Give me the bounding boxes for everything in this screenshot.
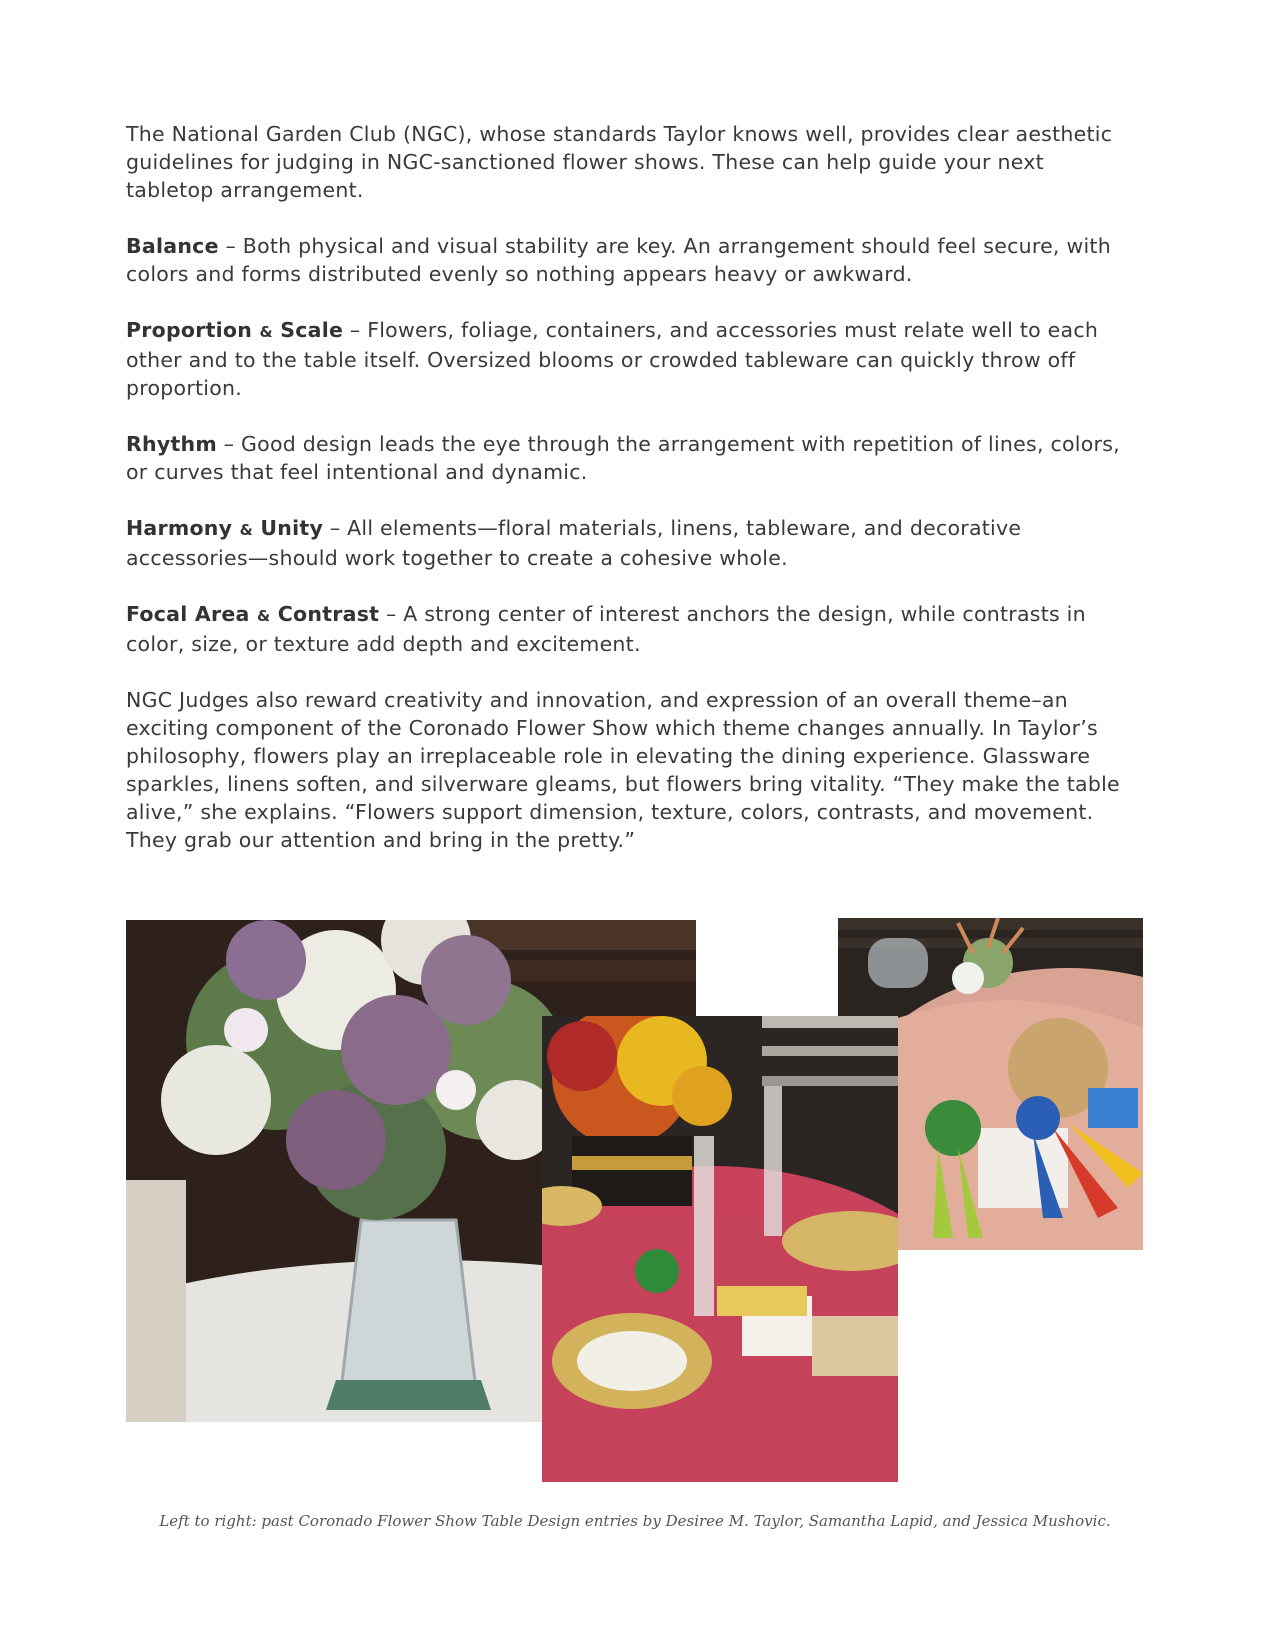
intro-paragraph: The National Garden Club (NGC), whose standards Taylor knows well, provides clear aesthetic guidelines for judging in NGC-sanctioned flower shows. These can help guide your next tabletop arrangement. bbox=[126, 122, 1113, 202]
principle-term: Focal Area & Contrast bbox=[126, 602, 380, 626]
photo-red-table-setting bbox=[542, 1016, 898, 1482]
closing-paragraph: NGC Judges also reward creativity and innovation, and expression of an overall theme–an exciting component of the Coronado Flower Show which theme changes annually. In Taylor’s philosophy, flowers play an irreplaceable role in elevating the dining experience. Glassware sparkles, linens soften, and silverware gleams, but flowers bring vitality. “They make the table alive,” she explains. “Flowers support dimension, texture, colors, contrasts, and movement. They grab our attention and bring in the pretty.” bbox=[126, 688, 1120, 852]
principle-term: Rhythm bbox=[126, 432, 217, 456]
principle-focal-contrast: Focal Area & Contrast – A strong center of interest anchors the design, while contrasts in color, size, or texture add depth and excitement. bbox=[126, 602, 1086, 656]
principle-proportion-scale: Proportion & Scale – Flowers, foliage, containers, and accessories must relate well to each other and to the table itself. Oversized blooms or crowded tableware can quickly throw off proportion. bbox=[126, 318, 1099, 400]
principle-term: Proportion & Scale bbox=[126, 318, 344, 342]
photo-caption: Left to right: past Coronado Flower Show Table Design entries by Desiree M. Taylor, Samantha Lapid, and Jessica Mushovic. bbox=[159, 1512, 1111, 1530]
article-body bbox=[126, 120, 1136, 882]
principle-balance: Balance – Both physical and visual stability are key. An arrangement should feel secure, with colors and forms distributed evenly so nothing appears heavy or awkward. bbox=[126, 234, 1111, 286]
principle-rhythm: Rhythm – Good design leads the eye through the arrangement with repetition of lines, colors, or curves that feel intentional and dynamic. bbox=[126, 432, 1120, 484]
principle-term: Balance bbox=[126, 234, 219, 258]
principle-term: Harmony & Unity bbox=[126, 516, 324, 540]
principle-harmony-unity: Harmony & Unity – All elements—floral materials, linens, tableware, and decorative accessories—should work together to create a cohesive whole. bbox=[126, 516, 1022, 570]
